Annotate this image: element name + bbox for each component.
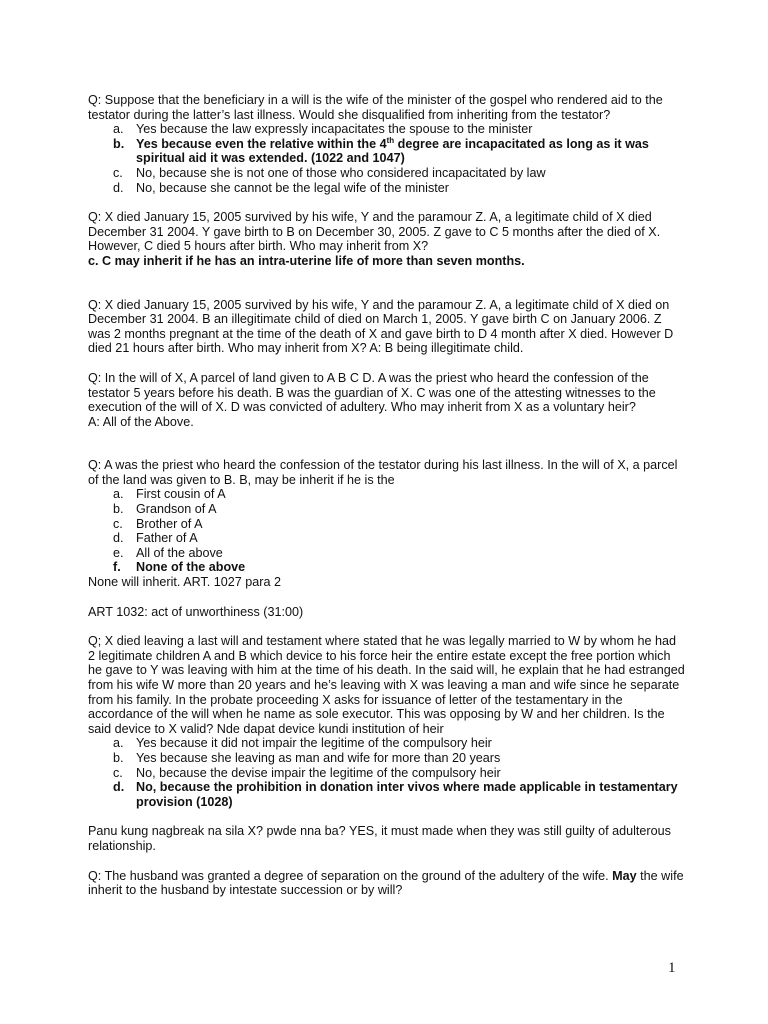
question-6: Q; X died leaving a last will and testament where stated that he was legally married to W by whom he had 2 legitimate children A and B which device to his force heir the entire estate except the free portion which he gave to Y was leaving with him at the time of his death. In the said will, he explain that he had estranged from his wife W more than 20 years and he’s leaving with X was leaving a man and wife since he separate from his family. In the probate proceeding X asks for issuance of letter of the testamentary in the accordance of the will when he name as sole executor. This was opposing by W and her children. Is the said device to X valid? Nde dapat device kundi institution of heir: [88, 634, 685, 736]
article-note: ART 1032: act of unworthiness (31:00): [88, 604, 304, 619]
question-5-options: [88, 487, 686, 575]
note-5: None will inherit. ART. 1027 para 2: [88, 575, 281, 590]
document-page: [88, 93, 686, 898]
option-item: f. None of the above: [113, 560, 246, 575]
option-item: a. First cousin of A: [113, 487, 226, 502]
option-item: d. No, because she cannot be the legal wife of the minister: [113, 180, 449, 195]
question-1-options: [88, 122, 686, 195]
question-3: Q: X died January 15, 2005 survived by his wife, Y and the paramour Z. A, a legitimate child of X died on December 31 2004. B an illegitimate child of died on March 1, 2005. Y gave birth C on January 2006. Z was 2 months pregnant at the time of the death of X and gave birth to D 4 month after X died. However D died 21 hours after birth. Who may inherit from X? A: B being illegitimate child.: [88, 297, 674, 356]
answer-2: c. C may inherit if he has an intra-uterine life of more than seven months.: [88, 253, 525, 268]
option-item: b. Yes because even the relative within the 4th degree are incapacitated as long as it was spiritual aid it was extended. (1022 and 1047): [113, 135, 649, 166]
page-number: 1: [668, 960, 676, 976]
option-item: a. Yes because it did not impair the legitime of the compulsory heir: [113, 736, 492, 751]
option-item: c. Brother of A: [113, 516, 203, 531]
question-2: Q: X died January 15, 2005 survived by his wife, Y and the paramour Z. A, a legitimate child of X died December 31 2004. Y gave birth to B on December 30, 2005. Z gave to C 5 months after the died of X. However, C died 5 hours after birth. Who may inherit from X?: [88, 210, 661, 254]
option-item: a. Yes because the law expressly incapacitates the spouse to the minister: [113, 122, 533, 137]
note-7: Panu kung nagbreak na sila X? pwde nna ba? YES, it must made when they was still guilty of adulterous relationship.: [88, 824, 671, 853]
option-item: b. Yes because she leaving as man and wife for more than 20 years: [113, 750, 501, 765]
answer-4: A: All of the Above.: [88, 414, 194, 429]
question-5: Q: A was the priest who heard the confession of the testator during his last illness. In the will of X, a parcel of the land was given to B. B, may be inherit if he is the: [88, 458, 678, 487]
option-item: b. Grandson of A: [113, 502, 217, 517]
option-item: d. Father of A: [113, 531, 198, 546]
option-item: c. No, because the devise impair the legitime of the compulsory heir: [113, 765, 501, 780]
question-4: Q: In the will of X, A parcel of land given to A B C D. A was the priest who heard the confession of the testator 5 years before his death. B was the guardian of X. C was one of the attesting witnesses to the execution of the will of X. D was convicted of adultery. Who may inherit from X as a voluntary heir?: [88, 370, 656, 415]
option-item: c. No, because she is not one of those who considered incapacitated by law: [113, 165, 546, 180]
option-item: e. All of the above: [113, 545, 223, 560]
question-1: Q: Suppose that the beneficiary in a will is the wife of the minister of the gospel who rendered aid to the testator during the latter’s last illness. Would she disqualified from inheriting from the testator?: [88, 93, 663, 122]
question-6-options: [88, 736, 686, 809]
option-item: d. No, because the prohibition in donation inter vivos where made applicable in testamentary provision (1028): [113, 780, 678, 809]
question-8: Q: The husband was granted a degree of separation on the ground of the adultery of the wife. May the wife inherit to the husband by intestate succession or by will?: [88, 868, 684, 898]
